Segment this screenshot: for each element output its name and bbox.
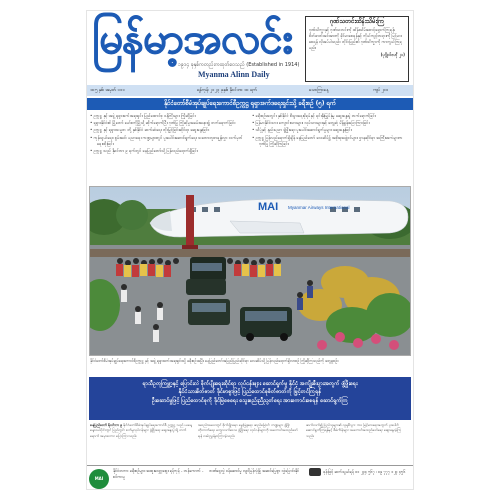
summary-columns <box>90 113 410 181</box>
article-column <box>198 423 300 463</box>
english-title: Myanma Alinn Daily <box>198 70 270 79</box>
article-text: နိုင်ငံတော်စီမံအုပ်ချုပ်ရေးကောင်စီ ဥက္ကဋ္ဌ သည် ယနေ့ နေ့လယ်ပိုင်းတွင် ပြည်တွင်း စက်မှုလုပ်ငန်းများ ဖွံ့ဖြိုးရေး ဆွေးနွေးပွဲသို့ တက်ရောက် အမှာစကား ပြောကြားသည်။ <box>90 423 192 438</box>
phone-icon <box>309 468 321 476</box>
summary-item: • ခရီးစဉ်အတွင်း နှစ်နိုင်ငံ စီးပွားရေးဖိုရမ်နှင့် ရင်းနှီးမြှုပ်နှံမှု ဆွေးနွေးပွဲ တက်ရောက်ခြင်း <box>252 113 376 118</box>
newspaper-page <box>86 10 414 490</box>
summary-item: • ဥက္ကဋ္ဌ နှင့် အဖွဲ့ ရုရှားဖက်ဒရေးရှင်း ပြည်ထောင်စု ဝန်ကြီးများ ကြိုဆိုခြင်း <box>90 113 196 118</box>
article-text: ဆက်လက်၍ ပြည်သူများ၏ လူမှုစီးပွား ဘဝ မြင့်မားရေးအတွက် ပူးပေါင်းဆောင်ရွက်ကြရန်နှင့် စီမံကိန်းများ အကောင်အထည်ဖော်ရေး ဆွေးနွေးခဲ့ကြသည်။ <box>306 423 402 438</box>
photo-caption: နိုင်ငံတော်စီမံအုပ်ချုပ်ရေးကောင်စီဥက္ကဋ္ဌ နှင့် အဖွဲ့ ရုရှားဖက်ဒရေးရှင်းသို့ ခရီးစဉ်အပြီး နေပြည်တော်အပြည်ပြည်ဆိုင်ရာ လေဆိပ်သို့ ပြန်လည်ရောက်ရှိလာစဉ် ကြိုဆိုကြသည်ကို တွေ့ရစဉ်။ <box>90 358 339 363</box>
headline-box <box>89 377 411 420</box>
article-column <box>90 423 192 463</box>
summary-column-left <box>90 113 246 181</box>
ad-block <box>113 468 205 490</box>
quote-title: ဂုဏ်သတင်းထိန်းသိမ်းကြ <box>329 18 385 25</box>
advertiser-logo: MAI <box>89 469 109 489</box>
summary-item: • မြန်မာနိုင်ငံသား ကျောင်းသားများ၊ လုပ်သားများနှင့် တွေ့ဆုံ မိန့်ခွန်းပြောကြားခြင်း <box>252 120 370 126</box>
article-text: အစည်းအဝေးတွင် စိုက်ပျိုးရေး၊ မွေးမြူရေး၊ ဆည်မြောင်း ကဏ္ဍများ ဖွံ့ဖြိုးတိုးတက်ရေး၊ ကျေးလက်ဒေသ ဖွံ့ဖြိုးရေး လုပ်ငန်းများကို အကောင်အထည်ဖော်ရန် လမ်းညွှန်မှာကြားခဲ့သည်။ <box>198 423 298 438</box>
dateline-bar <box>87 85 413 96</box>
quote-box <box>305 16 409 82</box>
volume-number: ၁၀၅ နှစ်၊ အမှတ် ၁၁၁ <box>90 88 125 93</box>
airport-scene-illustration <box>90 187 410 355</box>
summary-item: • ရုရှားနိုင်ငံ၏ မြို့တော် မော်စကိုမြို့သို့ ဆိုက်ရောက်ပြီး ဂုဏ်ပြု ကြိုဆိုမှုအခမ်းအနား၌ တက်ရောက်ခြင်း <box>90 120 236 126</box>
masthead <box>90 14 304 80</box>
established-note: ၁၉၁၄ ခုနှစ်ကတည်းကထုတ်ဝေသည် (Established in 1914) <box>178 62 300 68</box>
summary-item: • ဥက္ကဋ္ဌ ပြန်လည်ရောက်ရှိချိန် နေပြည်တော် လေဆိပ်၌ အစိုးရအဖွဲ့ဝင်များ၊ ဌာနဆိုင်ရာ အကြီးအကဲများက ဂုဏ်ပြု ကြိုဆိုကြခြင်း <box>252 134 403 146</box>
quote-signature: (ပုဂ္ဂိုလ်ဗဟို ၂၁) <box>380 52 405 57</box>
newspaper-title: မြန်မာ့အလင်း <box>92 14 292 63</box>
airline-name: Myanmar Airways International <box>288 205 350 210</box>
headline-line: နိုင်ငံသားစိတ်ဓာတ် ခိုင်မာစွာဖြင့် ပြည်ထောင်စုစိတ်ဓာတ်ကို မြှင့်တင်ကြရန် <box>178 389 322 396</box>
ad-text: ဖုန်းဖြင့် ဆက်သွယ်ရန် ၀၁ ၂၃၄ ၅၆၇ ၊ ၀၉ ၇၇၇ ၁၂၃ ၄၅၆ <box>323 469 406 474</box>
footer-ads <box>87 465 413 490</box>
summary-item: • ဥက္ကဋ္ဌ သည် နိုဝင်ဘာ ၉ ရက်တွင် နေပြည်တော်သို့ ပြန်လည်ရောက်ရှိခြင်း <box>90 148 198 154</box>
summary-item: • ဥက္ကဋ္ဌ နှင့် ရုရှားသမ္မတ တို့ နှစ်နိုင်ငံ ဆက်ဆံရေး တိုးမြှင့်ခြင်းဆိုင်ရာ ဆွေးနွေးခြင်း <box>90 127 209 133</box>
quote-text: ဂုဏ်သိက္ခာနှင့် ဂုဏ်သတင်းကို ထိန်းသိမ်းစောင့်ရှောက်ကြရန်၊ စိတ်ဓာတ်အင်အားကို ခိုင်မာစေရန်နှင့် ကိုယ်ကျင့်တရားကို မြင့်မားစေရန် လိုအပ်ပါသည်။ တိုင်းပြည်၏ ဂုဏ်သိက္ခာကို ကာကွယ်ကြရမည်။ <box>309 27 402 50</box>
price: ကျပ် ၂၀၀ <box>373 88 389 93</box>
article-columns <box>90 423 410 463</box>
summary-item: • ကုန်သွယ်ရေး၊ စွမ်းအင်၊ ပညာရေး ကဏ္ဍများတွင် ပူးပေါင်းဆောင်ရွက်ရေး သဘောတူစာချွန်လွှာ လက်မှတ်ရေးထိုးခြင်း <box>90 134 243 146</box>
article-dateline: နေပြည်တော် နိုဝင်ဘာ ၉ <box>90 423 123 427</box>
airline-logo: MAI <box>258 201 279 213</box>
ad-text: ဘဏ်ငွေလွှဲ ဝန်ဆောင်မှု လျင်မြန်လုံခြုံ အဆင်ပြေစွာ လွှဲပြောင်းနိုင် <box>209 468 300 473</box>
summary-item: • သိပ္ပံနှင့် နည်းပညာ ဖွံ့ဖြိုးရေး ပူးပေါင်းဆောင်ရွက်မှုများ ဆွေးနွေးခြင်း <box>252 127 352 133</box>
headline-line: ဦးဆောင်မှုဖြင့် ပြည်ထောင်စုကို ခိုင်မြဲစေရေး သွေးစည်းညီညွတ်ရေး အားကောင်းစေရန် ဆောင်ရွက်ကြ <box>152 397 348 404</box>
issue-date: ရန်ကုန်၊ ၂၀၂၃ ခုနှစ်၊ နိုဝင်ဘာ ၁၀ ရက် <box>197 88 257 93</box>
top-banner: နိုင်ငံတော်စီမံအုပ်ချုပ်ရေးကောင်စီဥက္ကဋ္ဌ ရုရှားဖက်ဒရေးရှင်းသို့ ခရီးစဉ် (၅) ရက် <box>87 98 413 110</box>
ad-text: နိုင်ငံတကာ ခရီးစဉ်များ အထူးလျှော့ဈေး ရန်ကုန် - ဘန်ကောက် - စင်ကာပူ <box>113 468 204 479</box>
lead-photo <box>89 186 411 356</box>
summary-column-right <box>252 113 408 181</box>
article-column <box>306 423 408 463</box>
ad-block <box>209 468 305 490</box>
headline-line: ရာသီဥတုကြမ္ဘာ့နှင့် ပြောင်းလဲ စိုက်ပျိုးရေးဆိုင်ရာ လုပ်ငန်းများ ဆောင်ရွက်မှု နိုင်ငံ့ အကျိုးစီးပွားအတွက် ဖွံ့ဖြိုးရေး <box>142 381 358 387</box>
weekday: သောကြာနေ့ <box>309 88 329 93</box>
ad-block <box>309 468 409 490</box>
